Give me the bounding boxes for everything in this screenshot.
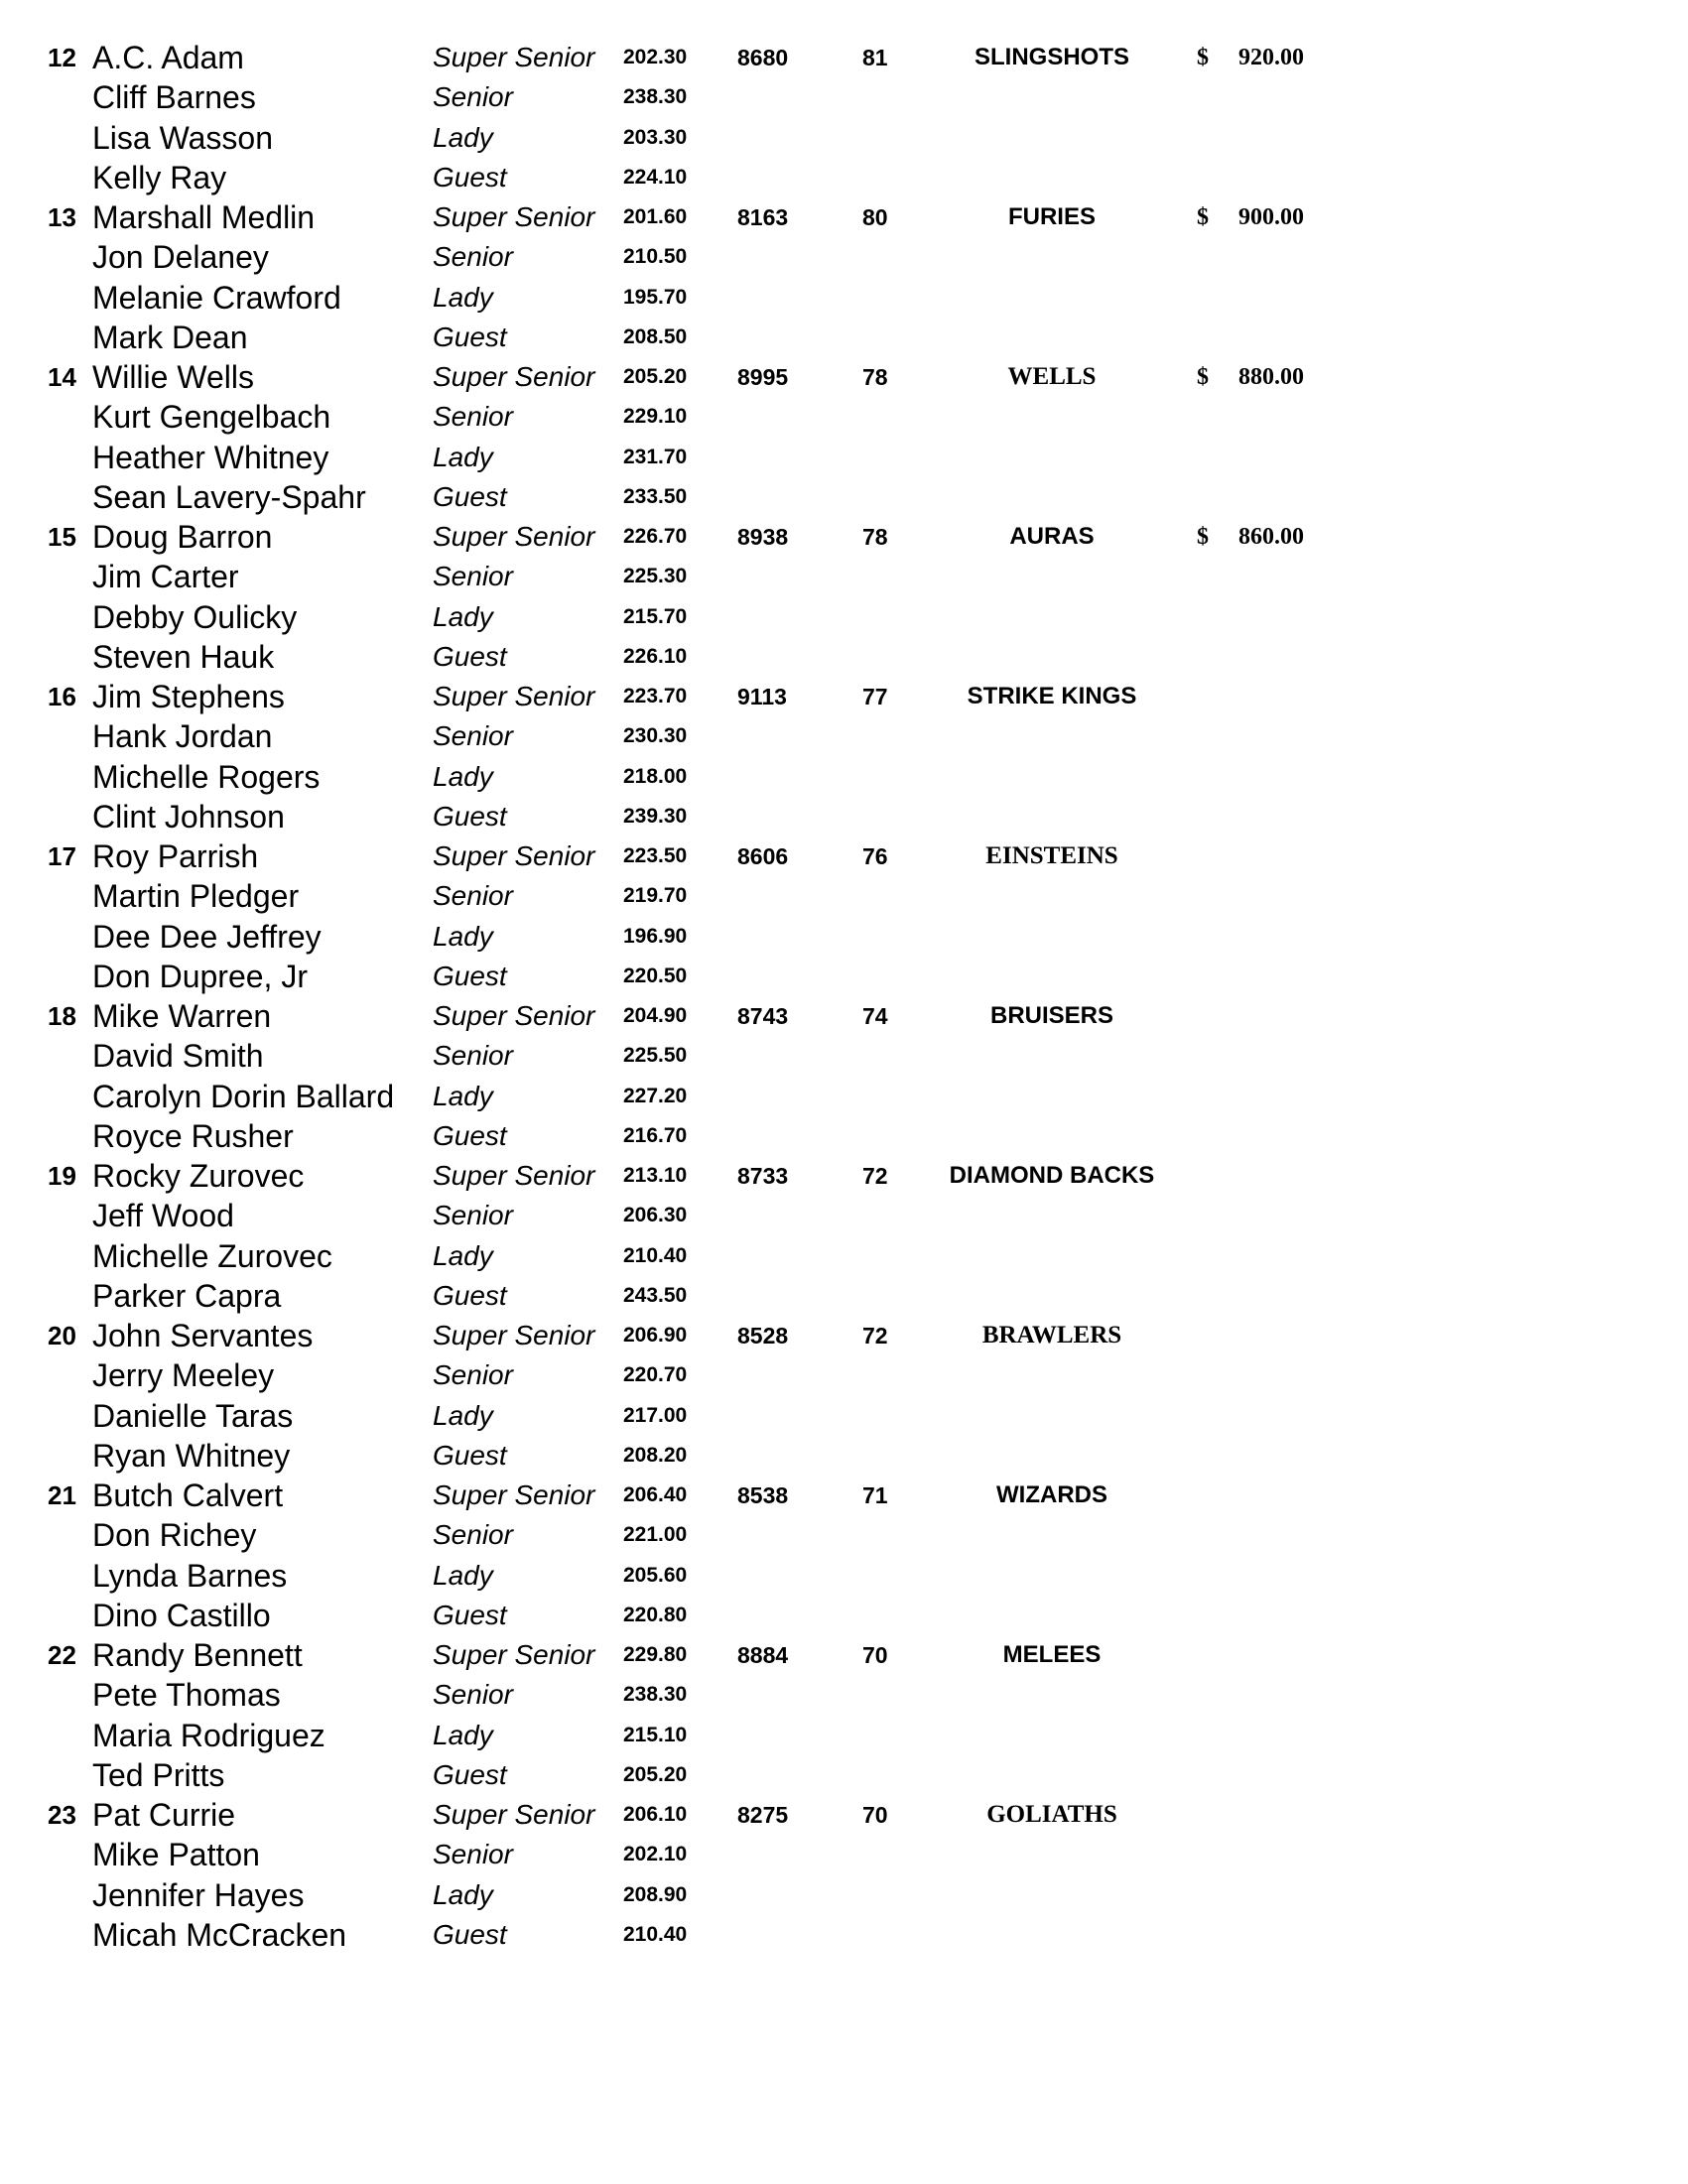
team-lead-row <box>0 677 1688 716</box>
team-name: STRIKE KINGS <box>967 683 1137 709</box>
team-member-row <box>0 1396 1688 1436</box>
team-member-row <box>0 77 1688 117</box>
bowler-average: 210.40 <box>623 1243 688 1267</box>
team-member-row <box>0 1036 1688 1076</box>
bowler-category: Lady <box>433 600 493 632</box>
team-member-row <box>0 477 1688 517</box>
team-member-row <box>0 1436 1688 1476</box>
team-total: 8606 <box>737 843 789 869</box>
bowler-name: Pete Thomas <box>92 1677 281 1714</box>
bowler-category: Lady <box>433 1878 493 1910</box>
bowler-average: 220.70 <box>623 1363 688 1387</box>
bowler-average: 224.10 <box>623 165 688 189</box>
team-name: DIAMOND BACKS <box>949 1162 1155 1189</box>
team-name: MELEES <box>1002 1641 1102 1668</box>
rank-number: 16 <box>48 682 76 711</box>
bowler-name: Jerry Meeley <box>92 1357 275 1394</box>
team-member-row <box>0 318 1688 357</box>
bowler-category: Senior <box>433 1839 513 1870</box>
bowler-category: Super Senior <box>433 1000 595 1031</box>
bowler-name: Carolyn Dorin Ballard <box>92 1078 395 1114</box>
bowler-category: Senior <box>433 1200 513 1231</box>
bowler-category: Super Senior <box>433 1799 595 1830</box>
team-member-row <box>0 1116 1688 1156</box>
bowler-name: Mark Dean <box>92 319 248 355</box>
bowler-name: Parker Capra <box>92 1277 282 1314</box>
team-name: FURIES <box>1007 203 1096 230</box>
bowler-name: Jim Stephens <box>92 679 285 714</box>
bowler-name: Clint Johnson <box>92 798 285 835</box>
team-points: 70 <box>862 1802 888 1828</box>
bowler-category: Lady <box>433 760 493 792</box>
bowler-average: 225.50 <box>623 1044 688 1068</box>
bowler-name: Royce Rusher <box>92 1117 294 1154</box>
bowler-category: Senior <box>433 880 513 912</box>
bowler-average: 223.70 <box>623 685 688 707</box>
bowler-category: Guest <box>433 960 507 991</box>
team-member-row <box>0 1835 1688 1874</box>
team-member-row <box>0 1077 1688 1116</box>
bowler-category: Senior <box>433 1359 513 1391</box>
bowler-average: 221.00 <box>623 1523 688 1547</box>
bowler-category: Lady <box>433 1559 493 1591</box>
bowler-name: Randy Bennett <box>92 1637 303 1673</box>
bowler-name: Debby Oulicky <box>92 598 298 635</box>
team-name: WIZARDS <box>996 1481 1107 1508</box>
bowler-name: Butch Calvert <box>92 1477 284 1513</box>
bowler-name: Micah McCracken <box>92 1916 347 1953</box>
team-name: GOLIATHS <box>986 1801 1117 1828</box>
bowler-average: 225.30 <box>623 565 688 588</box>
team-member-row <box>0 1875 1688 1915</box>
bowler-name: Doug Barron <box>92 519 273 555</box>
bowler-name: Maria Rodriguez <box>92 1717 325 1753</box>
bowler-category: Guest <box>433 1918 507 1950</box>
bowler-average: 202.30 <box>623 46 688 68</box>
team-member-row <box>0 876 1688 916</box>
bowler-average: 243.50 <box>623 1283 688 1307</box>
currency-symbol: $ <box>1197 45 1209 70</box>
bowler-name: John Servantes <box>92 1318 314 1353</box>
bowler-name: Don Dupree, Jr <box>92 958 308 994</box>
team-member-row <box>0 1276 1688 1316</box>
bowler-average: 208.20 <box>623 1443 688 1467</box>
team-total: 8995 <box>737 364 789 390</box>
team-name: EINSTEINS <box>985 842 1118 869</box>
team-points: 80 <box>862 204 888 230</box>
team-points: 81 <box>862 45 888 70</box>
team-name: SLINGSHOTS <box>974 44 1129 70</box>
bowler-name: Dee Dee Jeffrey <box>92 918 322 955</box>
team-lead-row <box>0 357 1688 397</box>
currency-symbol: $ <box>1197 204 1209 230</box>
team-member-row <box>0 118 1688 158</box>
team-total: 8163 <box>737 204 789 230</box>
bowler-name: Dino Castillo <box>92 1597 271 1633</box>
rank-number: 22 <box>48 1640 76 1670</box>
bowler-average: 204.90 <box>623 1004 688 1027</box>
bowler-category: Senior <box>433 1040 513 1072</box>
bowler-category: Super Senior <box>433 361 595 392</box>
team-points: 70 <box>862 1642 888 1668</box>
bowler-average: 231.70 <box>623 445 688 468</box>
bowler-average: 206.40 <box>623 1483 688 1506</box>
bowler-average: 205.60 <box>623 1563 688 1587</box>
bowler-name: Marshall Medlin <box>92 199 316 235</box>
bowler-name: Ted Pritts <box>92 1756 225 1793</box>
bowler-category: Senior <box>433 241 513 273</box>
bowler-category: Lady <box>433 441 493 472</box>
bowler-name: Pat Currie <box>92 1797 236 1833</box>
bowler-category: Guest <box>433 161 507 193</box>
prize-amount: 920.00 <box>1238 45 1304 70</box>
team-name: AURAS <box>1009 523 1095 550</box>
bowler-average: 201.60 <box>623 205 688 228</box>
rank-number: 13 <box>48 202 76 232</box>
bowler-average: 210.50 <box>623 245 688 269</box>
bowler-average: 213.10 <box>623 1164 688 1187</box>
bowler-average: 226.10 <box>623 644 688 668</box>
team-member-row <box>0 1236 1688 1276</box>
bowler-average: 239.30 <box>623 804 688 828</box>
bowler-average: 206.90 <box>623 1324 688 1347</box>
bowler-average: 220.50 <box>623 964 688 987</box>
team-lead-row <box>0 1156 1688 1196</box>
team-member-row <box>0 1355 1688 1395</box>
team-name: BRAWLERS <box>981 1322 1122 1349</box>
team-total: 8538 <box>737 1482 789 1508</box>
bowler-average: 216.70 <box>623 1123 688 1147</box>
bowler-name: Cliff Barnes <box>92 79 256 116</box>
bowler-name: Mike Warren <box>92 998 272 1034</box>
team-total: 9113 <box>737 684 787 709</box>
bowler-name: Willie Wells <box>92 359 254 395</box>
bowler-category: Senior <box>433 720 513 752</box>
team-member-row <box>0 1515 1688 1555</box>
bowler-average: 206.30 <box>623 1204 688 1227</box>
bowler-average: 238.30 <box>623 85 688 109</box>
team-member-row <box>0 797 1688 836</box>
rank-number: 18 <box>48 1001 76 1031</box>
bowler-average: 230.30 <box>623 724 688 748</box>
bowler-category: Lady <box>433 1239 493 1271</box>
bowler-name: Michelle Zurovec <box>92 1237 332 1274</box>
bowler-category: Guest <box>433 800 507 832</box>
team-member-row <box>0 917 1688 957</box>
bowler-average: 229.10 <box>623 405 688 429</box>
prize-amount: 860.00 <box>1238 524 1304 550</box>
bowler-average: 226.70 <box>623 525 688 548</box>
bowler-name: Heather Whitney <box>92 439 329 475</box>
team-points: 78 <box>862 524 888 550</box>
team-member-row <box>0 237 1688 277</box>
rank-number: 19 <box>48 1161 76 1191</box>
bowler-name: Sean Lavery-Spahr <box>92 478 366 515</box>
bowler-category: Guest <box>433 1279 507 1311</box>
rank-number: 20 <box>48 1321 76 1350</box>
team-member-row <box>0 557 1688 596</box>
currency-symbol: $ <box>1197 524 1209 550</box>
team-member-row <box>0 1196 1688 1235</box>
team-lead-row <box>0 996 1688 1036</box>
bowler-name: Jon Delaney <box>92 239 269 276</box>
prize-amount: 880.00 <box>1238 364 1304 390</box>
bowler-category: Super Senior <box>433 840 595 871</box>
bowler-average: 210.40 <box>623 1922 688 1946</box>
team-member-row <box>0 1755 1688 1795</box>
bowler-average: 220.80 <box>623 1603 688 1626</box>
bowler-name: Ryan Whitney <box>92 1437 291 1474</box>
bowler-name: Michelle Rogers <box>92 758 321 795</box>
bowler-category: Guest <box>433 1599 507 1630</box>
team-points: 74 <box>862 1003 888 1029</box>
team-lead-row <box>0 1476 1688 1515</box>
team-points: 76 <box>862 843 888 869</box>
team-member-row <box>0 278 1688 318</box>
bowler-category: Guest <box>433 1758 507 1790</box>
team-total: 8275 <box>737 1802 789 1828</box>
team-total: 8733 <box>737 1163 789 1189</box>
bowler-name: Kelly Ray <box>92 159 227 195</box>
bowler-average: 206.10 <box>623 1803 688 1826</box>
bowler-average: 218.00 <box>623 764 688 788</box>
bowler-average: 233.50 <box>623 484 688 508</box>
bowler-name: Martin Pledger <box>92 878 300 915</box>
bowler-category: Senior <box>433 561 513 592</box>
rank-number: 14 <box>48 362 76 392</box>
bowler-category: Super Senior <box>433 1639 595 1670</box>
team-points: 77 <box>862 684 888 709</box>
team-member-row <box>0 397 1688 437</box>
team-total: 8884 <box>737 1642 789 1668</box>
bowler-name: Danielle Taras <box>92 1397 294 1434</box>
team-lead-row <box>0 1795 1688 1835</box>
team-member-row <box>0 757 1688 797</box>
bowler-average: 208.90 <box>623 1882 688 1906</box>
team-member-row <box>0 438 1688 477</box>
bowler-average: 208.50 <box>623 324 688 348</box>
bowler-category: Guest <box>433 640 507 672</box>
bowler-category: Lady <box>433 281 493 313</box>
bowler-name: Rocky Zurovec <box>92 1158 305 1194</box>
bowler-name: A.C. Adam <box>92 40 244 75</box>
bowler-category: Lady <box>433 1080 493 1111</box>
rank-number: 15 <box>48 522 76 552</box>
team-member-row <box>0 637 1688 677</box>
team-total: 8528 <box>737 1323 789 1349</box>
bowler-name: Lisa Wasson <box>92 119 273 156</box>
team-member-row <box>0 1675 1688 1715</box>
bowler-average: 229.80 <box>623 1643 688 1666</box>
bowler-name: Hank Jordan <box>92 718 273 755</box>
bowler-name: Kurt Gengelbach <box>92 399 331 436</box>
bowler-name: Melanie Crawford <box>92 279 341 316</box>
rank-number: 23 <box>48 1800 76 1830</box>
bowler-average: 203.30 <box>623 125 688 149</box>
team-points: 72 <box>862 1323 888 1349</box>
bowler-name: David Smith <box>92 1038 264 1075</box>
team-member-row <box>0 1596 1688 1635</box>
team-lead-row <box>0 197 1688 237</box>
bowler-category: Guest <box>433 1439 507 1471</box>
team-name: WELLS <box>1007 363 1097 390</box>
bowler-average: 196.90 <box>623 924 688 948</box>
team-name: BRUISERS <box>989 1002 1114 1029</box>
bowler-category: Super Senior <box>433 1320 595 1350</box>
team-lead-row <box>0 38 1688 77</box>
team-lead-row <box>0 836 1688 876</box>
bowler-category: Super Senior <box>433 1479 595 1510</box>
bowler-name: Steven Hauk <box>92 638 275 675</box>
prize-amount: 900.00 <box>1238 204 1304 230</box>
team-total: 8680 <box>737 45 789 70</box>
bowler-average: 205.20 <box>623 365 688 388</box>
bowler-average: 217.00 <box>623 1403 688 1427</box>
team-member-row <box>0 957 1688 996</box>
bowler-name: Jeff Wood <box>92 1198 234 1234</box>
bowler-average: 238.30 <box>623 1683 688 1707</box>
bowler-category: Super Senior <box>433 521 595 552</box>
bowler-average: 205.20 <box>623 1762 688 1786</box>
bowler-category: Super Senior <box>433 201 595 232</box>
team-total: 8938 <box>737 524 789 550</box>
bowler-name: Jennifer Hayes <box>92 1876 305 1913</box>
bowler-category: Lady <box>433 1719 493 1750</box>
team-total: 8743 <box>737 1003 789 1029</box>
team-lead-row <box>0 1316 1688 1355</box>
bowler-average: 219.70 <box>623 884 688 908</box>
bowler-category: Guest <box>433 1119 507 1151</box>
bowler-name: Jim Carter <box>92 559 239 595</box>
bowler-name: Don Richey <box>92 1517 257 1554</box>
bowler-name: Lynda Barnes <box>92 1557 288 1594</box>
bowler-category: Lady <box>433 1399 493 1431</box>
rank-number: 17 <box>48 841 76 871</box>
team-member-row <box>0 158 1688 197</box>
bowler-name: Roy Parrish <box>92 838 259 874</box>
team-member-row <box>0 1915 1688 1955</box>
bowler-category: Guest <box>433 480 507 512</box>
bowler-category: Guest <box>433 321 507 352</box>
bowler-category: Senior <box>433 401 513 433</box>
team-points: 71 <box>862 1482 888 1508</box>
bowler-category: Senior <box>433 1679 513 1711</box>
team-member-row <box>0 597 1688 637</box>
bowler-category: Super Senior <box>433 42 595 72</box>
bowler-category: Senior <box>433 81 513 113</box>
bowler-average: 223.50 <box>623 844 688 867</box>
team-lead-row <box>0 517 1688 557</box>
bowler-category: Super Senior <box>433 681 595 711</box>
bowler-average: 195.70 <box>623 285 688 309</box>
team-member-row <box>0 716 1688 756</box>
currency-symbol: $ <box>1197 364 1209 390</box>
rank-number: 12 <box>48 43 76 72</box>
bowler-name: Mike Patton <box>92 1837 260 1873</box>
bowler-average: 215.70 <box>623 604 688 628</box>
rank-number: 21 <box>48 1480 76 1510</box>
team-member-row <box>0 1556 1688 1596</box>
bowler-average: 227.20 <box>623 1084 688 1107</box>
team-points: 72 <box>862 1163 888 1189</box>
bowler-category: Lady <box>433 121 493 153</box>
team-member-row <box>0 1716 1688 1755</box>
team-points: 78 <box>862 364 888 390</box>
bowler-category: Super Senior <box>433 1160 595 1191</box>
bowler-average: 202.10 <box>623 1843 688 1866</box>
bowler-category: Senior <box>433 1519 513 1551</box>
bowler-category: Lady <box>433 920 493 952</box>
team-lead-row <box>0 1635 1688 1675</box>
bowler-average: 215.10 <box>623 1723 688 1746</box>
